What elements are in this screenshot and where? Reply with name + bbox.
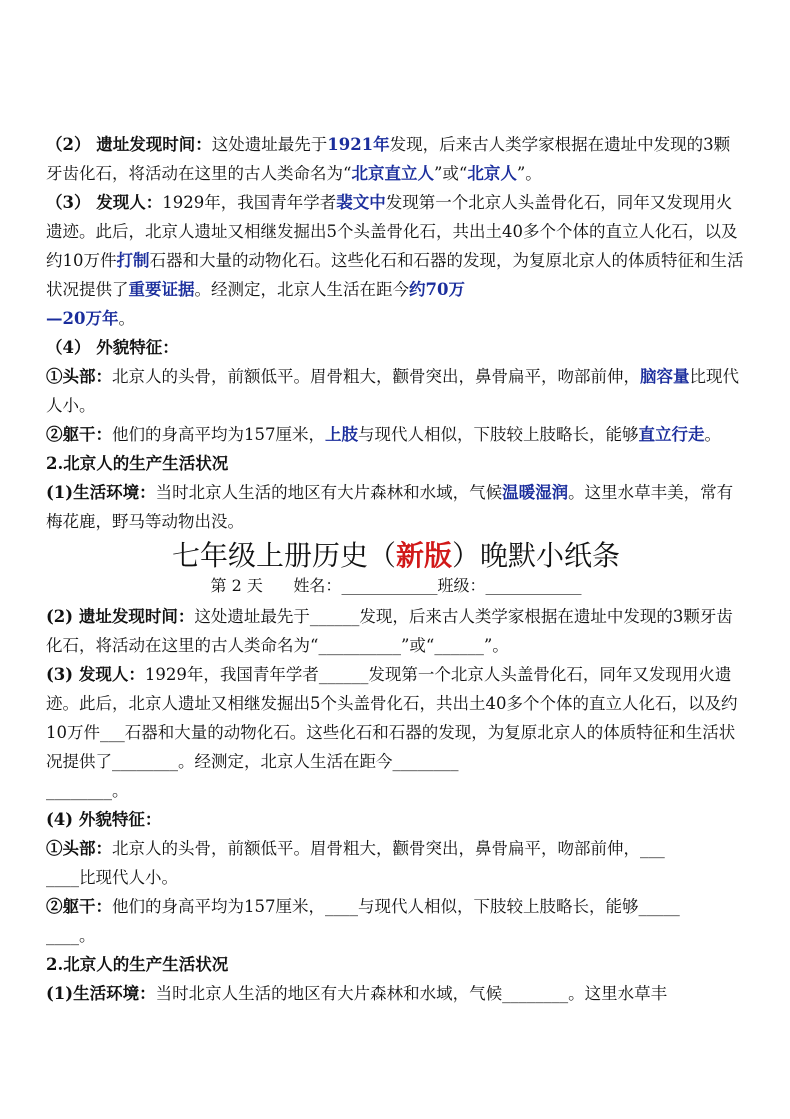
body-label: ②躯干： bbox=[46, 897, 112, 916]
text: 当时北京人生活的地区有大片森林和水域，气候 bbox=[155, 483, 503, 502]
text: 这处遗址最先于 bbox=[211, 135, 328, 154]
text: 。 bbox=[112, 781, 129, 800]
answer-keyword: 重要证据 bbox=[128, 280, 195, 299]
quiz-discovery-time bbox=[46, 602, 746, 660]
fill-blank[interactable]: ________ bbox=[392, 752, 459, 771]
text: ”或“ bbox=[400, 636, 435, 655]
worksheet-title bbox=[46, 538, 746, 574]
text: 他们的身高平均为157厘米， bbox=[112, 425, 325, 444]
fill-blank[interactable]: ______ bbox=[318, 665, 369, 684]
text: ”。 bbox=[516, 164, 542, 183]
text: 。这里水草丰 bbox=[568, 984, 668, 1003]
answer-keyword: 打制 bbox=[116, 251, 150, 270]
fill-blank[interactable]: __________ bbox=[318, 636, 401, 655]
text: 比现代人小。 bbox=[46, 367, 739, 415]
answer-keyword: 脑容量 bbox=[640, 367, 690, 386]
fill-blank[interactable]: ___ bbox=[640, 839, 665, 858]
text: 北京人的头骨，前额低平。眉骨粗大，颧骨突出，鼻骨扁平，吻部前伸， bbox=[112, 367, 640, 386]
text: 。 bbox=[118, 309, 135, 328]
worksheet-page bbox=[46, 130, 746, 1008]
answer-keyword: 裴文中 bbox=[336, 193, 386, 212]
quiz-head bbox=[46, 834, 746, 863]
text: 北京人的头骨，前额低平。眉骨粗大，颧骨突出，鼻骨扁平，吻部前伸， bbox=[112, 839, 640, 858]
answer-body bbox=[46, 420, 746, 449]
text: 与现代人相似，下肢较上肢略长，能够 bbox=[358, 425, 639, 444]
answer-keyword: 北京直立人 bbox=[351, 164, 434, 183]
fill-blank[interactable]: ________ bbox=[502, 984, 569, 1003]
text: 。经测定，北京人生活在距今 bbox=[194, 280, 409, 299]
quiz-head-cont bbox=[46, 863, 746, 892]
appearance-heading: (4) 外貌特征： bbox=[46, 810, 162, 829]
text: 发现，后来古人类学家根据在遗址中发现的3颗牙齿化石，将活动在这里的古人类命名为“ bbox=[46, 607, 733, 655]
fill-blank[interactable]: ___ bbox=[100, 723, 125, 742]
answer-keyword: 温暖湿润 bbox=[502, 483, 569, 502]
text: 发现第一个北京人头盖骨化石，同年又发现用火遗迹。此后，北京人遗址又相继发掘出5个头盖骨化石，共出土40多个个体的直立人化石，以及约10万件 bbox=[46, 193, 738, 270]
text: 这处遗址最先于 bbox=[194, 607, 310, 626]
answer-keyword: 北京人 bbox=[467, 164, 517, 183]
body-label: ②躯干： bbox=[46, 425, 112, 444]
fill-blank[interactable]: ________ bbox=[112, 752, 178, 771]
title-highlight: 新版 bbox=[395, 539, 452, 572]
title-text: ）晚默小纸条 bbox=[452, 539, 621, 572]
text: 。经测定，北京人生活在距今 bbox=[178, 752, 393, 771]
text: 1929年，我国青年学者 bbox=[144, 665, 319, 684]
fill-blank[interactable]: ____ bbox=[46, 926, 79, 945]
discoverer-label: (3) 发现人： bbox=[46, 665, 145, 684]
fill-blank[interactable]: ________ bbox=[46, 781, 112, 800]
class-blank[interactable]: ____________ bbox=[485, 576, 582, 595]
text: 比现代人小。 bbox=[79, 868, 178, 887]
fill-blank[interactable]: ______ bbox=[309, 607, 360, 626]
fill-blank[interactable]: ____ bbox=[46, 868, 79, 887]
class-label: 班级： bbox=[437, 576, 486, 595]
text: 当时北京人生活的地区有大片森林和水域，气候 bbox=[155, 984, 503, 1003]
fill-blank[interactable]: _____ bbox=[638, 897, 680, 916]
answer-keyword: 1921年 bbox=[327, 135, 390, 154]
name-label: 姓名： bbox=[293, 576, 342, 595]
environment-label: (1)生活环境： bbox=[46, 483, 156, 502]
quiz-environment bbox=[46, 979, 746, 1008]
text: 发现，后来古人类学家根据在遗址中发现的3颗牙齿化石，将活动在这里的古人类命名为“ bbox=[46, 135, 731, 183]
answer-discoverer-cont bbox=[46, 304, 746, 333]
head-label: ①头部： bbox=[46, 839, 112, 858]
fill-blank[interactable]: ____ bbox=[325, 897, 358, 916]
answer-keyword: 直立行走 bbox=[638, 425, 705, 444]
answer-discoverer bbox=[46, 188, 746, 304]
text: 1929年，我国青年学者 bbox=[162, 193, 337, 212]
text: 。 bbox=[704, 425, 721, 444]
section2-heading: 2.北京人的生产生活状况 bbox=[46, 955, 229, 974]
environment-label: (1)生活环境： bbox=[46, 984, 156, 1003]
quiz-body-cont bbox=[46, 921, 746, 950]
quiz-discoverer-cont bbox=[46, 776, 746, 805]
section2-heading: 2.北京人的生产生活状况 bbox=[46, 454, 229, 473]
text: ”。 bbox=[483, 636, 509, 655]
text: 。 bbox=[79, 926, 96, 945]
worksheet-subheader bbox=[46, 574, 746, 598]
title-text: 七年级上册历史（ bbox=[171, 539, 396, 572]
answer-discovery-time bbox=[46, 130, 746, 188]
discovery-time-label: （2） 遗址发现时间： bbox=[46, 135, 212, 154]
appearance-heading: （4） 外貌特征： bbox=[46, 338, 179, 357]
quiz-body bbox=[46, 892, 746, 921]
text: ”或“ bbox=[433, 164, 468, 183]
fill-blank[interactable]: ______ bbox=[434, 636, 484, 655]
text: 与现代人相似，下肢较上肢略长，能够 bbox=[358, 897, 639, 916]
text: 他们的身高平均为157厘米， bbox=[112, 897, 325, 916]
head-label: ①头部： bbox=[46, 367, 112, 386]
answer-keyword: —20万年 bbox=[46, 309, 119, 328]
answer-head bbox=[46, 362, 746, 420]
answer-environment bbox=[46, 478, 746, 536]
text: 石器和大量的动物化石。这些化石和石器的发现，为复原北京人的体质特征和生活状况提供了 bbox=[46, 723, 736, 771]
text: 石器和大量的动物化石。这些化石和石器的发现，为复原北京人的体质特征和生活状况提供了 bbox=[46, 251, 744, 299]
text: 发现第一个北京人头盖骨化石，同年又发现用火遗迹。此后，北京人遗址又相继发掘出5个头盖骨化石，共出土40多个个体的直立人化石，以及约10万件 bbox=[46, 665, 738, 742]
day-label: 第 2 天 bbox=[210, 576, 263, 595]
answer-keyword: 上肢 bbox=[325, 425, 358, 444]
text: 。这里水草丰美，常有梅花鹿，野马等动物出没。 bbox=[46, 483, 734, 531]
answer-keyword: 约70万 bbox=[409, 280, 465, 299]
name-blank[interactable]: ____________ bbox=[341, 576, 438, 595]
discoverer-label: （3） 发现人： bbox=[46, 193, 163, 212]
quiz-discoverer bbox=[46, 660, 746, 776]
discovery-time-label: (2) 遗址发现时间： bbox=[46, 607, 195, 626]
